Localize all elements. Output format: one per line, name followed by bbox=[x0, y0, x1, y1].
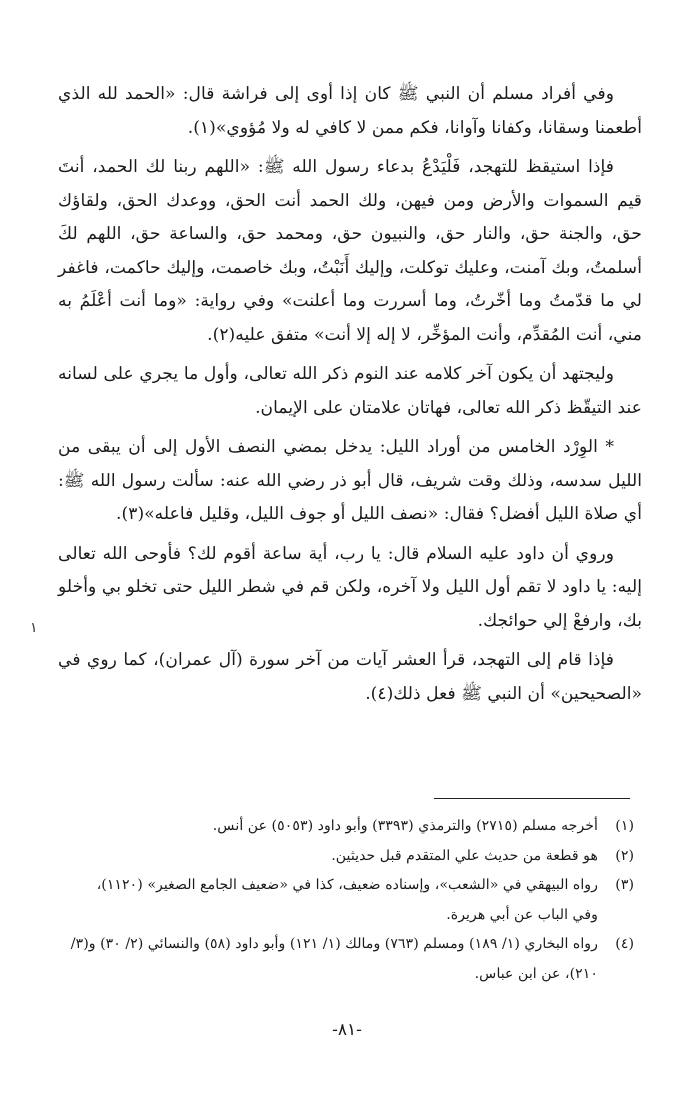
footnote-1 bbox=[70, 812, 634, 842]
page-number: -٨١- bbox=[332, 1020, 362, 1040]
main-text bbox=[58, 78, 642, 717]
footnotes bbox=[70, 812, 634, 989]
footnote-number: (٢) bbox=[615, 847, 634, 864]
paragraph-5: وروي أن داود عليه السلام قال: يا رب، أية ساعة أقوم لك؟ فأوحى الله تعالى إليه: يا داود لا تقم أول الليل ولا آخره، ولكن قم في شطر الليل حتى تخلو بي وأخلو بك، وارفعْ إلي حوائجك. bbox=[58, 543, 642, 631]
paragraph-2: فإذا استيقظ للتهجد، فَلْيَدْعُ بدعاء رسول الله ﷺ: «اللهم ربنا لك الحمد، أنتَ قيم السموات والأرض ومن فيهن، ولك الحمد أنت الحق، ووعدك الحق، ولقاؤك حق، والجنة حق، والنار حق، والنبيون حق، ومحمد حق، والساعة حق، اللهم لكَ أسلمتُ، وبك آمنت، وعليك توكلت، وإليك أَنَبْتُ، وبك خاصمت، وإليك حاكمت، فاغفر لي ما قدّمتُ وما أخّرتُ، وما أسررت وما أعلنت» وفي رواية: «وما أنت أعْلَمُ به مني، أنت المُقدِّم، وأنت المؤخِّر، لا إله إلا أنت» متفق عليه(٢). bbox=[58, 157, 642, 345]
paragraph-6: فإذا قام إلى التهجد، قرأ العشر آيات من آخر سورة (آل عمران)، كما روي في «الصحيحين» أن النبي ﷺ فعل ذلك(٤). bbox=[58, 650, 642, 704]
footnote-number: (٣) bbox=[615, 877, 634, 893]
footnote-separator bbox=[434, 798, 630, 799]
footnote-text: أخرجه مسلم (٢٧١٥) والترمذي (٣٣٩٣) وأبو داود (٥٠٥٣) عن أنس. bbox=[212, 818, 598, 834]
paragraph-3: وليجتهد أن يكون آخر كلامه عند النوم ذكر الله تعالى، وأول ما يجري على لسانه عند التيقّظ ذكر الله تعالى، فهاتان علامتان على الإيمان. bbox=[58, 364, 642, 418]
footnote-number: (١) bbox=[615, 818, 634, 834]
footnote-number: (٤) bbox=[615, 936, 634, 952]
footnote-text: رواه البيهقي في «الشعب»، وإسناده ضعيف، كذا في «ضعيف الجامع الصغير» (١١٢٠)، وفي الباب عن أبي هريرة. bbox=[96, 877, 598, 923]
footnote-text: رواه البخاري (١/ ١٨٩) ومسلم (٧٦٣) ومالك (١/ ١٢١) وأبو داود (٥٨) والنسائي (٢/ ٣٠) و(٣/ ٢١٠)، عن ابن عباس. bbox=[70, 936, 598, 982]
paragraph-1: وفي أفراد مسلم أن النبي ﷺ كان إذا أوى إلى فراشة قال: «الحمد لله الذي أطعمنا وسقانا، وكفانا وآوانا، فكم ممن لا كافي له ولا مُؤوي»(١). bbox=[58, 84, 642, 138]
footnote-3 bbox=[70, 871, 634, 930]
footnote-2 bbox=[70, 842, 634, 872]
paragraph-4: * الوِرْد الخامس من أوراد الليل: يدخل بمضي النصف الأول إلى أن يبقى من الليل سدسه، وذلك وقت شريف، قال أبو ذر رضي الله عنه: سألت رسول الله ﷺ: أي صلاة الليل أفضل؟ فقال: «نصف الليل أو جوف الليل، وقليل فاعله»(٣). bbox=[58, 437, 642, 524]
margin-mark: ١ bbox=[30, 620, 38, 636]
footnote-4 bbox=[70, 930, 634, 989]
footnote-text: هو قطعة من حديث علي المتقدم قبل حديثين. bbox=[331, 847, 598, 864]
